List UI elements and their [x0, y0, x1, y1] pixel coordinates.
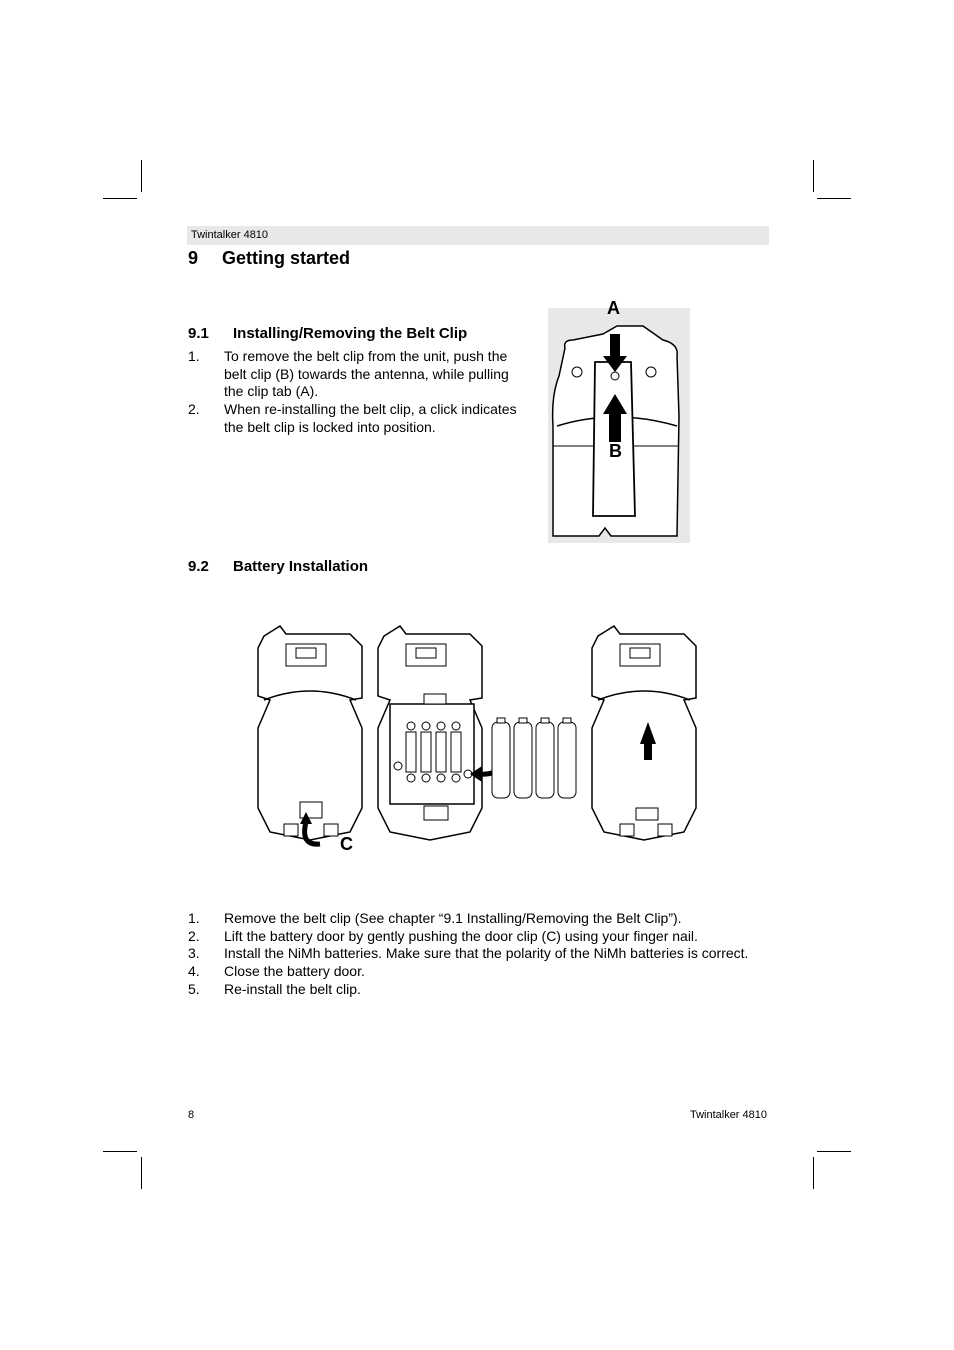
list-item: [188, 963, 788, 981]
crop-mark: [141, 160, 142, 192]
list-item: [188, 928, 788, 946]
step-text: To remove the belt clip from the unit, push the belt clip (B) towards the antenna, while pulling the clip tab (A).: [224, 348, 509, 400]
step-number: 2.: [188, 927, 200, 944]
step-number: 2.: [188, 401, 200, 418]
unit-closed-door: [258, 626, 362, 844]
step-text: When re-installing the belt clip, a click indicates the belt clip is locked into position.: [224, 401, 517, 435]
battery-installation-figure: [250, 618, 705, 858]
list-item: [188, 910, 788, 928]
crop-mark: [813, 160, 814, 192]
crop-mark: [817, 1151, 851, 1152]
unit-open-compartment: [378, 626, 482, 840]
footer-title: Twintalker 4810: [689, 1109, 767, 1121]
step-text: Remove the belt clip (See chapter “9.1 Installing/Removing the Belt Clip”).: [224, 910, 682, 926]
running-header-title: Twintalker 4810: [191, 229, 269, 241]
battery-steps: [188, 910, 788, 999]
label-b: B: [609, 441, 622, 461]
step-number: 3.: [188, 945, 200, 962]
step-text: Lift the battery door by gently pushing the door clip (C) using your finger nail.: [224, 927, 698, 944]
step-number: 4.: [188, 963, 200, 980]
chapter-title-text: Getting started: [222, 248, 351, 268]
step-text: Re-install the belt clip.: [224, 980, 361, 997]
step-text: Install the NiMh batteries. Make sure that the polarity of the NiMh batteries is correct.: [224, 945, 749, 962]
chapter-number: 9: [188, 248, 199, 268]
crop-mark: [103, 1151, 137, 1152]
crop-mark: [103, 198, 137, 199]
step-number: 1.: [188, 348, 200, 364]
unit-door-closing: [592, 626, 696, 840]
section-title-text: Battery Installation: [233, 558, 369, 575]
list-item: [188, 348, 523, 401]
section-title-battery: [188, 558, 368, 575]
label-a: A: [607, 298, 620, 318]
list-item: [188, 945, 788, 963]
chapter-title: [188, 248, 350, 269]
section-title-text: Installing/Removing the Belt Clip: [233, 325, 468, 342]
belt-clip-steps: [188, 348, 523, 437]
label-c: C: [340, 834, 353, 854]
arrow-up-icon: [609, 412, 621, 442]
running-header: [187, 226, 769, 245]
list-item: [188, 401, 523, 436]
step-number: 1.: [188, 910, 200, 926]
step-text: Close the battery door.: [224, 963, 365, 980]
section-number: 9.1: [188, 325, 209, 342]
list-item: [188, 981, 788, 999]
arrow-up-icon: [644, 742, 652, 760]
batteries: [492, 718, 576, 798]
crop-mark: [141, 1157, 142, 1189]
crop-mark: [817, 198, 851, 199]
crop-mark: [813, 1157, 814, 1189]
section-number: 9.2: [188, 558, 209, 575]
belt-clip-figure: [545, 296, 695, 548]
page-number: 8: [188, 1109, 195, 1121]
step-number: 5.: [188, 980, 200, 997]
section-title-belt-clip: [188, 325, 467, 342]
